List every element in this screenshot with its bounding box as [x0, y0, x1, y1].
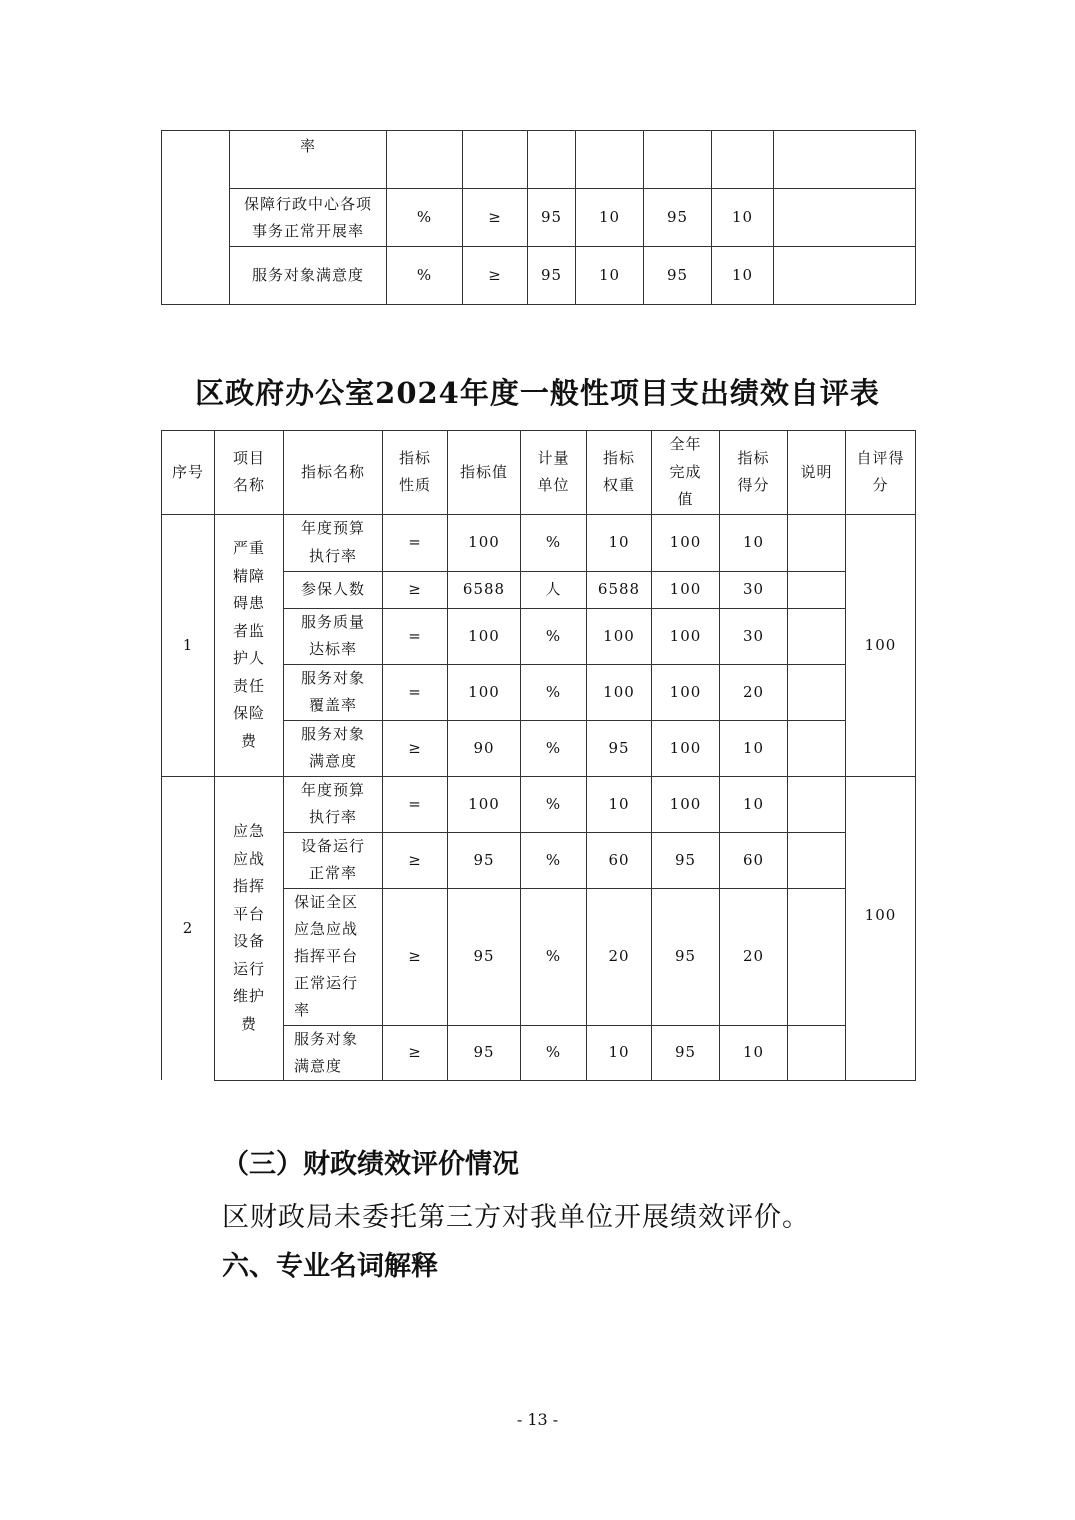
value-cell: 100: [448, 514, 521, 571]
table-row: [162, 131, 916, 189]
indicator-name: 参保人数: [284, 571, 383, 608]
score-cell: 10: [712, 247, 774, 305]
note-cell: [788, 608, 846, 664]
weight-cell: 95: [587, 720, 652, 776]
section-heading: （三）财政绩效评价情况: [222, 1149, 519, 1180]
unit-cell: %: [521, 664, 587, 720]
header-weight: 指标权重: [587, 431, 652, 515]
note-cell: [788, 776, 846, 832]
value-cell: 100: [448, 664, 521, 720]
weight-cell: 100: [587, 664, 652, 720]
weight-cell: 10: [576, 247, 644, 305]
indicator-name: 年度预算执行率: [284, 776, 383, 832]
nature-cell: ≥: [463, 247, 528, 305]
score-cell: 60: [720, 832, 788, 888]
done-cell: 95: [652, 832, 720, 888]
done-cell: 95: [644, 189, 712, 247]
section-body: 区财政局未委托第三方对我单位开展绩效评价。: [222, 1202, 810, 1233]
score-cell: 10: [712, 189, 774, 247]
table-row: [162, 776, 916, 832]
score-cell: 10: [720, 514, 788, 571]
weight-cell: 10: [587, 776, 652, 832]
score-cell: 10: [720, 720, 788, 776]
value-cell: 95: [448, 888, 521, 1025]
header-self-score: 自评得分: [846, 431, 916, 515]
weight-cell: 6588: [587, 571, 652, 608]
nature-cell: =: [383, 776, 448, 832]
score-cell: 10: [720, 1025, 788, 1080]
weight-cell: 100: [587, 608, 652, 664]
value-cell: 6588: [448, 571, 521, 608]
value-cell: 95: [448, 1025, 521, 1080]
indicator-name: 设备运行正常率: [284, 832, 383, 888]
note-cell: [788, 720, 846, 776]
value-cell: 90: [448, 720, 521, 776]
note-cell: [788, 664, 846, 720]
done-cell: 100: [652, 608, 720, 664]
header-score: 指标得分: [720, 431, 788, 515]
value-cell: 100: [448, 608, 521, 664]
weight-cell: 20: [587, 888, 652, 1025]
unit-cell: %: [521, 720, 587, 776]
note-cell: [788, 571, 846, 608]
done-cell: 95: [652, 888, 720, 1025]
indicator-name: 服务对象覆盖率: [284, 664, 383, 720]
nature-cell: ≥: [383, 1025, 448, 1080]
header-done: 全年完成值: [652, 431, 720, 515]
indicator-name: 服务对象满意度: [230, 247, 387, 305]
score-cell: 30: [720, 608, 788, 664]
indicator-name: 服务质量达标率: [284, 608, 383, 664]
seq-cell: 1: [162, 514, 215, 776]
indicator-name: 率: [230, 131, 387, 189]
nature-cell: ≥: [383, 720, 448, 776]
header-value: 指标值: [448, 431, 521, 515]
indicator-name: 服务对象满意度: [284, 720, 383, 776]
continued-table: [161, 130, 916, 305]
done-cell: 100: [652, 514, 720, 571]
unit-cell: %: [521, 776, 587, 832]
indicator-name: 服务对象满意度: [284, 1025, 383, 1080]
note-cell: [788, 1025, 846, 1080]
score-cell: 30: [720, 571, 788, 608]
weight-cell: 10: [576, 189, 644, 247]
done-cell: 100: [652, 720, 720, 776]
weight-cell: 10: [587, 514, 652, 571]
done-cell: 95: [644, 247, 712, 305]
unit-cell: %: [387, 189, 463, 247]
note-cell: [774, 247, 916, 305]
value-cell: 95: [528, 189, 576, 247]
header-unit: 计量单位: [521, 431, 587, 515]
score-cell: 10: [720, 776, 788, 832]
unit-cell: %: [387, 247, 463, 305]
unit-cell: 人: [521, 571, 587, 608]
score-cell: 20: [720, 664, 788, 720]
weight-cell: 10: [587, 1025, 652, 1080]
self-evaluation-table: [161, 430, 916, 1081]
header-seq: 序号: [162, 431, 215, 515]
done-cell: 100: [652, 571, 720, 608]
unit-cell: %: [521, 514, 587, 571]
nature-cell: ≥: [383, 832, 448, 888]
nature-cell: ≥: [383, 571, 448, 608]
unit-cell: %: [521, 832, 587, 888]
header-row: [162, 431, 916, 515]
project-name: 应急应战指挥平台设备运行维护费: [215, 776, 284, 1080]
indicator-name: 年度预算执行率: [284, 514, 383, 571]
self-score-cell: 100: [846, 776, 916, 1080]
table-row: [162, 514, 916, 571]
project-name: 严重精障碍患者监护人责任保险费: [215, 514, 284, 776]
page-number: - 13 -: [516, 1410, 559, 1429]
nature-cell: ≥: [463, 189, 528, 247]
nature-cell: =: [383, 514, 448, 571]
note-cell: [774, 189, 916, 247]
done-cell: 100: [652, 664, 720, 720]
note-cell: [788, 832, 846, 888]
header-indicator: 指标名称: [284, 431, 383, 515]
self-score-cell: 100: [846, 514, 916, 776]
value-cell: 100: [448, 776, 521, 832]
unit-cell: %: [521, 1025, 587, 1080]
score-cell: 20: [720, 888, 788, 1025]
indicator-name: 保证全区应急应战指挥平台正常运行率: [284, 888, 383, 1025]
unit-cell: %: [521, 888, 587, 1025]
blank-cell: [162, 131, 230, 305]
header-nature: 指标性质: [383, 431, 448, 515]
table-title: 区政府办公室2024年度一般性项目支出绩效自评表: [195, 376, 880, 410]
weight-cell: 60: [587, 832, 652, 888]
value-cell: 95: [528, 247, 576, 305]
indicator-name: 保障行政中心各项事务正常开展率: [230, 189, 387, 247]
seq-cell: 2: [162, 776, 215, 1080]
nature-cell: =: [383, 664, 448, 720]
table-row: [162, 189, 916, 247]
done-cell: 95: [652, 1025, 720, 1080]
done-cell: 100: [652, 776, 720, 832]
chapter-heading: 六、专业名词解释: [222, 1251, 438, 1282]
header-project: 项目名称: [215, 431, 284, 515]
header-note: 说明: [788, 431, 846, 515]
note-cell: [788, 514, 846, 571]
table-row: [162, 247, 916, 305]
nature-cell: =: [383, 608, 448, 664]
value-cell: 95: [448, 832, 521, 888]
nature-cell: ≥: [383, 888, 448, 1025]
unit-cell: %: [521, 608, 587, 664]
note-cell: [788, 888, 846, 1025]
